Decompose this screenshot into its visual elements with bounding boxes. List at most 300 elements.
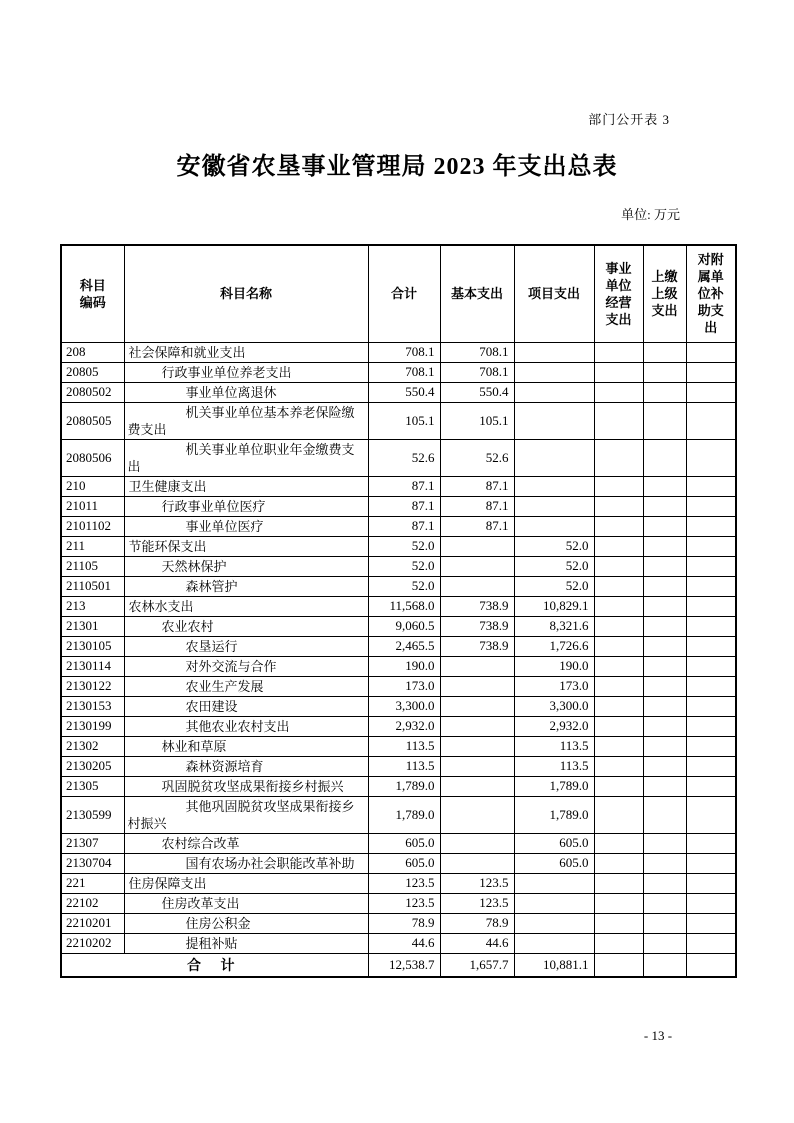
basic-expenditure-cell: 738.9: [440, 596, 514, 616]
operating-expenditure-cell: [594, 382, 643, 402]
upper-payment-cell: [643, 496, 686, 516]
operating-expenditure-cell: [594, 756, 643, 776]
subsidy-cell: [686, 696, 736, 716]
subject-name-text: 行政事业单位医疗: [161, 498, 266, 514]
upper-payment-cell: [643, 342, 686, 362]
upper-payment-cell: [643, 833, 686, 853]
subject-name-cell: [124, 676, 368, 696]
table-row: [61, 536, 736, 556]
subject-name-text: 机关事业单位职业年金缴费支出: [127, 441, 355, 474]
operating-expenditure-cell: [594, 716, 643, 736]
subject-name-text: 事业单位医疗: [185, 518, 264, 534]
basic-expenditure-cell: [440, 716, 514, 736]
subject-name-cell: [124, 556, 368, 576]
operating-expenditure-cell: [594, 736, 643, 756]
operating-expenditure-cell: [594, 596, 643, 616]
subject-name-cell: [124, 342, 368, 362]
project-expenditure-cell: 605.0: [514, 853, 594, 873]
table-total-row: [61, 953, 736, 977]
subject-name-cell: [124, 873, 368, 893]
total-cell: 605.0: [368, 853, 440, 873]
total-cell: 113.5: [368, 756, 440, 776]
project-expenditure-cell: [514, 382, 594, 402]
total-cell: 87.1: [368, 476, 440, 496]
project-expenditure-cell: 10,829.1: [514, 596, 594, 616]
subsidy-cell: [686, 402, 736, 439]
project-expenditure-cell: 605.0: [514, 833, 594, 853]
subject-name-text: 住房保障支出: [128, 875, 207, 891]
subject-code-cell: 2080505: [61, 402, 124, 439]
col-header-subsidy: [686, 245, 736, 342]
table-row: [61, 476, 736, 496]
subject-name-text: 提租补贴: [185, 935, 238, 951]
upper-payment-cell: [643, 516, 686, 536]
upper-payment-cell: [643, 676, 686, 696]
col-header-total: [368, 245, 440, 342]
project-expenditure-cell: 113.5: [514, 756, 594, 776]
operating-expenditure-cell: [594, 796, 643, 833]
basic-expenditure-cell: [440, 853, 514, 873]
upper-payment-cell: [643, 736, 686, 756]
total-cell: 173.0: [368, 676, 440, 696]
total-sum-cell: 12,538.7: [368, 953, 440, 977]
total-cell: 123.5: [368, 873, 440, 893]
basic-expenditure-cell: 44.6: [440, 933, 514, 953]
subject-name-text: 节能环保支出: [128, 538, 207, 554]
upper-payment-cell: [643, 873, 686, 893]
col-header-name: [124, 245, 368, 342]
total-cell: 44.6: [368, 933, 440, 953]
col-header-basic: [440, 245, 514, 342]
subject-name-cell: [124, 439, 368, 476]
subject-name-text: 其他农业农村支出: [185, 718, 290, 734]
basic-expenditure-cell: 708.1: [440, 342, 514, 362]
total-cell: 113.5: [368, 736, 440, 756]
total-project-cell: 10,881.1: [514, 953, 594, 977]
operating-expenditure-cell: [594, 496, 643, 516]
operating-expenditure-cell: [594, 676, 643, 696]
subsidy-cell: [686, 833, 736, 853]
upper-payment-cell: [643, 556, 686, 576]
operating-expenditure-cell: [594, 402, 643, 439]
project-expenditure-cell: [514, 476, 594, 496]
col-header-basic-label: 基本支出: [450, 286, 503, 302]
table-row: [61, 893, 736, 913]
total-cell: 52.0: [368, 536, 440, 556]
total-cell: 123.5: [368, 893, 440, 913]
upper-payment-cell: [643, 439, 686, 476]
subject-name-cell: [124, 596, 368, 616]
total-cell: 52.0: [368, 576, 440, 596]
total-cell: 52.6: [368, 439, 440, 476]
basic-expenditure-cell: [440, 576, 514, 596]
subject-code-cell: 2130205: [61, 756, 124, 776]
page-number: - 13 -: [643, 1028, 673, 1043]
table-row: [61, 342, 736, 362]
project-expenditure-cell: 3,300.0: [514, 696, 594, 716]
operating-expenditure-cell: [594, 636, 643, 656]
col-header-code: [61, 245, 124, 342]
total-cell: 550.4: [368, 382, 440, 402]
subject-code-cell: 221: [61, 873, 124, 893]
table-row: [61, 556, 736, 576]
table-row: [61, 716, 736, 736]
total-cell: 11,568.0: [368, 596, 440, 616]
col-header-project: [514, 245, 594, 342]
subject-code-cell: 2130105: [61, 636, 124, 656]
subject-name-text: 农林水支出: [128, 598, 194, 614]
project-expenditure-cell: [514, 439, 594, 476]
table-header-row: [61, 245, 736, 342]
upper-payment-cell: [643, 616, 686, 636]
operating-expenditure-cell: [594, 439, 643, 476]
subject-name-text: 农田建设: [185, 698, 238, 714]
basic-expenditure-cell: 52.6: [440, 439, 514, 476]
subject-name-text: 农业生产发展: [185, 678, 264, 694]
project-expenditure-cell: [514, 516, 594, 536]
expenditure-table: [60, 244, 737, 978]
total-cell: 2,932.0: [368, 716, 440, 736]
subject-name-cell: [124, 496, 368, 516]
subsidy-cell: [686, 596, 736, 616]
table-row: [61, 576, 736, 596]
project-expenditure-cell: [514, 342, 594, 362]
subject-name-text: 住房改革支出: [161, 895, 240, 911]
subject-code-cell: 21307: [61, 833, 124, 853]
subject-name-cell: [124, 636, 368, 656]
subsidy-cell: [686, 716, 736, 736]
upper-payment-cell: [643, 402, 686, 439]
subsidy-cell: [686, 776, 736, 796]
total-cell: 3,300.0: [368, 696, 440, 716]
operating-expenditure-cell: [594, 362, 643, 382]
subject-name-text: 机关事业单位基本养老保险缴费支出: [127, 404, 355, 437]
subject-name-text: 巩固脱贫攻坚成果衔接乡村振兴: [161, 778, 344, 794]
subsidy-cell: [686, 913, 736, 933]
operating-expenditure-cell: [594, 656, 643, 676]
basic-expenditure-cell: 708.1: [440, 362, 514, 382]
subsidy-cell: [686, 756, 736, 776]
basic-expenditure-cell: [440, 796, 514, 833]
project-expenditure-cell: 52.0: [514, 556, 594, 576]
upper-payment-cell: [643, 656, 686, 676]
project-expenditure-cell: [514, 496, 594, 516]
subject-name-cell: [124, 576, 368, 596]
basic-expenditure-cell: 738.9: [440, 636, 514, 656]
subsidy-cell: [686, 796, 736, 833]
project-expenditure-cell: 1,789.0: [514, 776, 594, 796]
subject-name-text: 住房公积金: [185, 915, 251, 931]
col-header-total-label: 合计: [390, 286, 417, 302]
subject-code-cell: 2210201: [61, 913, 124, 933]
total-cell: 78.9: [368, 913, 440, 933]
subject-name-cell: [124, 362, 368, 382]
subject-code-cell: 2130122: [61, 676, 124, 696]
basic-expenditure-cell: [440, 736, 514, 756]
subject-name-text: 林业和草原: [161, 738, 227, 754]
basic-expenditure-cell: 105.1: [440, 402, 514, 439]
subject-name-cell: [124, 616, 368, 636]
table-row: [61, 616, 736, 636]
upper-payment-cell: [643, 536, 686, 556]
table-row: [61, 796, 736, 833]
project-expenditure-cell: [514, 362, 594, 382]
operating-expenditure-cell: [594, 853, 643, 873]
upper-payment-cell: [643, 476, 686, 496]
subject-name-cell: [124, 476, 368, 496]
subsidy-cell: [686, 656, 736, 676]
subject-code-cell: 2080506: [61, 439, 124, 476]
subject-name-text: 农村综合改革: [161, 835, 240, 851]
subject-name-cell: [124, 933, 368, 953]
upper-payment-cell: [643, 362, 686, 382]
project-expenditure-cell: 1,726.6: [514, 636, 594, 656]
col-header-subsidy-label: 对附属单位补助支出: [697, 252, 724, 336]
table-row: [61, 756, 736, 776]
project-expenditure-cell: [514, 913, 594, 933]
total-upper-cell: [643, 953, 686, 977]
total-operating-cell: [594, 953, 643, 977]
subsidy-cell: [686, 636, 736, 656]
basic-expenditure-cell: 87.1: [440, 516, 514, 536]
subsidy-cell: [686, 476, 736, 496]
subsidy-cell: [686, 536, 736, 556]
project-expenditure-cell: 52.0: [514, 536, 594, 556]
basic-expenditure-cell: [440, 536, 514, 556]
operating-expenditure-cell: [594, 913, 643, 933]
operating-expenditure-cell: [594, 833, 643, 853]
subject-name-cell: [124, 913, 368, 933]
subsidy-cell: [686, 576, 736, 596]
subject-name-text: 国有农场办社会职能改革补助: [185, 855, 355, 871]
col-header-upper-payment-label: 上缴上级支出: [651, 269, 678, 319]
project-expenditure-cell: 52.0: [514, 576, 594, 596]
subject-code-cell: 2080502: [61, 382, 124, 402]
subsidy-cell: [686, 556, 736, 576]
table-row: [61, 382, 736, 402]
total-cell: 605.0: [368, 833, 440, 853]
subject-name-text: 其他巩固脱贫攻坚成果衔接乡村振兴: [127, 798, 355, 831]
table-row: [61, 736, 736, 756]
basic-expenditure-cell: [440, 696, 514, 716]
subject-code-cell: 213: [61, 596, 124, 616]
subject-name-cell: [124, 833, 368, 853]
operating-expenditure-cell: [594, 576, 643, 596]
subject-code-cell: 2130153: [61, 696, 124, 716]
total-label-cell: 合 计: [61, 953, 368, 977]
subject-name-cell: [124, 656, 368, 676]
subsidy-cell: [686, 736, 736, 756]
total-cell: 52.0: [368, 556, 440, 576]
upper-payment-cell: [643, 636, 686, 656]
subject-name-cell: [124, 796, 368, 833]
basic-expenditure-cell: 123.5: [440, 893, 514, 913]
subsidy-cell: [686, 893, 736, 913]
project-expenditure-cell: 173.0: [514, 676, 594, 696]
col-header-name-label: 科目名称: [219, 286, 272, 302]
basic-expenditure-cell: [440, 756, 514, 776]
basic-expenditure-cell: 738.9: [440, 616, 514, 636]
total-subsidy-cell: [686, 953, 736, 977]
operating-expenditure-cell: [594, 616, 643, 636]
unit-note: 单位: 万元: [621, 207, 680, 222]
project-expenditure-cell: [514, 873, 594, 893]
total-cell: 708.1: [368, 362, 440, 382]
subject-name-cell: [124, 756, 368, 776]
total-cell: 105.1: [368, 402, 440, 439]
total-cell: 9,060.5: [368, 616, 440, 636]
col-header-project-label: 项目支出: [527, 286, 580, 302]
col-header-code-label: 科目编码: [79, 277, 106, 310]
subject-code-cell: 22102: [61, 893, 124, 913]
upper-payment-cell: [643, 696, 686, 716]
subject-name-cell: [124, 893, 368, 913]
project-expenditure-cell: 1,789.0: [514, 796, 594, 833]
table-row: [61, 776, 736, 796]
subsidy-cell: [686, 676, 736, 696]
subject-code-cell: 208: [61, 342, 124, 362]
upper-payment-cell: [643, 933, 686, 953]
total-cell: 87.1: [368, 496, 440, 516]
doc-label: 部门公开表 3: [588, 112, 670, 127]
total-cell: 1,789.0: [368, 776, 440, 796]
subject-name-cell: [124, 736, 368, 756]
subsidy-cell: [686, 616, 736, 636]
table-row: [61, 676, 736, 696]
subject-name-text: 森林资源培育: [185, 758, 264, 774]
subject-name-text: 事业单位离退休: [185, 384, 277, 400]
table-row: [61, 833, 736, 853]
operating-expenditure-cell: [594, 536, 643, 556]
total-cell: 87.1: [368, 516, 440, 536]
operating-expenditure-cell: [594, 776, 643, 796]
subject-name-cell: [124, 516, 368, 536]
subject-code-cell: 211: [61, 536, 124, 556]
table-row: [61, 933, 736, 953]
table-row: [61, 913, 736, 933]
upper-payment-cell: [643, 596, 686, 616]
project-expenditure-cell: 8,321.6: [514, 616, 594, 636]
upper-payment-cell: [643, 776, 686, 796]
subsidy-cell: [686, 362, 736, 382]
upper-payment-cell: [643, 382, 686, 402]
basic-expenditure-cell: 123.5: [440, 873, 514, 893]
subject-code-cell: 2130704: [61, 853, 124, 873]
subject-code-cell: 2130599: [61, 796, 124, 833]
project-expenditure-cell: [514, 402, 594, 439]
total-cell: 1,789.0: [368, 796, 440, 833]
table-row: [61, 636, 736, 656]
subject-name-text: 卫生健康支出: [128, 478, 207, 494]
subject-code-cell: 21302: [61, 736, 124, 756]
subsidy-cell: [686, 382, 736, 402]
operating-expenditure-cell: [594, 893, 643, 913]
table-row: [61, 596, 736, 616]
basic-expenditure-cell: [440, 833, 514, 853]
subject-name-text: 社会保障和就业支出: [128, 344, 246, 360]
upper-payment-cell: [643, 716, 686, 736]
subject-code-cell: 21105: [61, 556, 124, 576]
project-expenditure-cell: 2,932.0: [514, 716, 594, 736]
table-row: [61, 496, 736, 516]
subject-name-text: 行政事业单位养老支出: [161, 364, 292, 380]
total-cell: 2,465.5: [368, 636, 440, 656]
subject-code-cell: 21011: [61, 496, 124, 516]
operating-expenditure-cell: [594, 342, 643, 362]
col-header-operating-label: 事业单位经营支出: [605, 260, 632, 327]
operating-expenditure-cell: [594, 873, 643, 893]
total-basic-cell: 1,657.7: [440, 953, 514, 977]
subject-name-cell: [124, 382, 368, 402]
subject-code-cell: 2130199: [61, 716, 124, 736]
upper-payment-cell: [643, 576, 686, 596]
subsidy-cell: [686, 342, 736, 362]
subject-name-cell: [124, 853, 368, 873]
subsidy-cell: [686, 439, 736, 476]
subject-name-text: 森林管护: [185, 578, 238, 594]
subject-code-cell: 2130114: [61, 656, 124, 676]
operating-expenditure-cell: [594, 933, 643, 953]
project-expenditure-cell: 190.0: [514, 656, 594, 676]
upper-payment-cell: [643, 796, 686, 833]
upper-payment-cell: [643, 756, 686, 776]
project-expenditure-cell: 113.5: [514, 736, 594, 756]
subject-name-cell: [124, 402, 368, 439]
basic-expenditure-cell: 78.9: [440, 913, 514, 933]
subsidy-cell: [686, 933, 736, 953]
col-header-upper-payment: [643, 245, 686, 342]
table-row: [61, 853, 736, 873]
table-row: [61, 362, 736, 382]
total-cell: 190.0: [368, 656, 440, 676]
subject-name-text: 天然林保护: [161, 558, 227, 574]
subsidy-cell: [686, 853, 736, 873]
basic-expenditure-cell: [440, 676, 514, 696]
table-body: [61, 342, 736, 953]
operating-expenditure-cell: [594, 696, 643, 716]
subject-code-cell: 210: [61, 476, 124, 496]
basic-expenditure-cell: [440, 776, 514, 796]
table-row: [61, 656, 736, 676]
basic-expenditure-cell: [440, 656, 514, 676]
subject-name-cell: [124, 696, 368, 716]
upper-payment-cell: [643, 913, 686, 933]
subject-code-cell: 21301: [61, 616, 124, 636]
upper-payment-cell: [643, 893, 686, 913]
subject-code-cell: 2101102: [61, 516, 124, 536]
page-title: 安徽省农垦事业管理局 2023 年支出总表: [176, 154, 618, 180]
subject-name-text: 农垦运行: [185, 638, 238, 654]
subject-name-text: 对外交流与合作: [185, 658, 277, 674]
subject-code-cell: 2110501: [61, 576, 124, 596]
subject-name-cell: [124, 776, 368, 796]
subject-name-text: 农业农村: [161, 618, 214, 634]
table-row: [61, 516, 736, 536]
subject-name-cell: [124, 716, 368, 736]
project-expenditure-cell: [514, 933, 594, 953]
subject-name-cell: [124, 536, 368, 556]
operating-expenditure-cell: [594, 476, 643, 496]
operating-expenditure-cell: [594, 556, 643, 576]
project-expenditure-cell: [514, 893, 594, 913]
table-row: [61, 873, 736, 893]
basic-expenditure-cell: 87.1: [440, 476, 514, 496]
basic-expenditure-cell: 87.1: [440, 496, 514, 516]
table-row: [61, 439, 736, 476]
total-cell: 708.1: [368, 342, 440, 362]
basic-expenditure-cell: 550.4: [440, 382, 514, 402]
subsidy-cell: [686, 873, 736, 893]
